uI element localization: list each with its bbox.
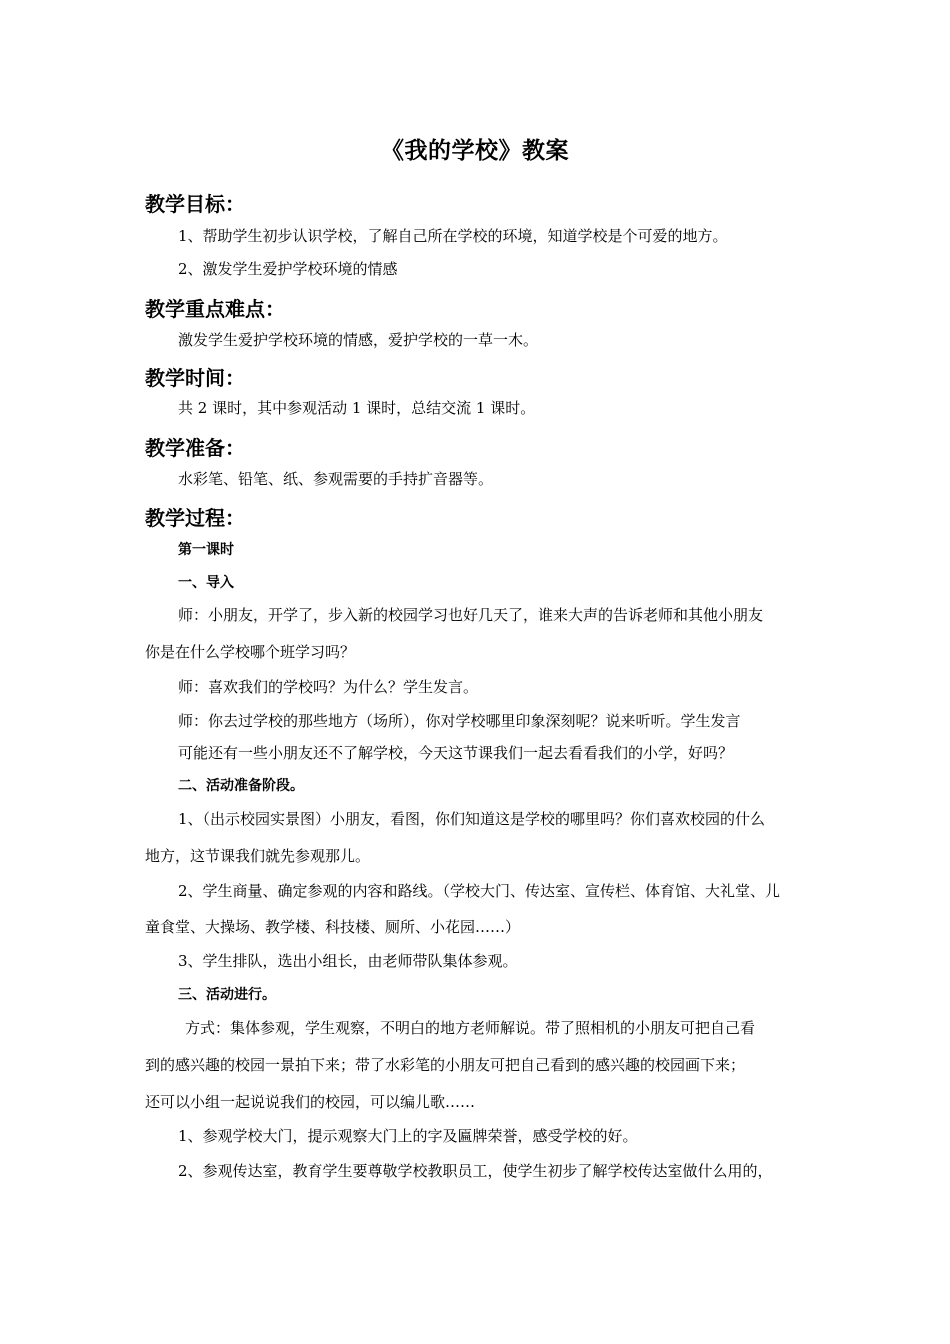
- lesson-1-label: 第一课时: [178, 542, 234, 558]
- part-2-line: 3、学生排队，选出小组长，由老师带队集体参观。: [178, 952, 518, 970]
- part-1-line: 师：小朋友，开学了，步入新的校园学习也好几天了，谁来大声的告诉老师和其他小朋友: [178, 606, 764, 624]
- part-3-line: 方式：集体参观，学生观察，不明白的地方老师解说。带了照相机的小朋友可把自己看: [185, 1019, 756, 1037]
- part-2-line: 1、（出示校园实景图）小朋友，看图，你们知道这是学校的哪里吗？你们喜欢校园的什么: [178, 810, 766, 828]
- time-text: 共 2 课时，其中参观活动 1 课时，总结交流 1 课时。: [178, 399, 536, 417]
- part-3-line: 还可以小组一起说说我们的校园，可以编儿歌……: [145, 1093, 476, 1111]
- part-1-line: 你是在什么学校哪个班学习吗？: [145, 643, 356, 661]
- preparation-text: 水彩笔、铅笔、纸、参观需要的手持扩音器等。: [178, 470, 494, 488]
- key-points-heading: 教学重点难点：: [145, 297, 285, 321]
- process-heading: 教学过程：: [145, 506, 245, 530]
- key-points-text: 激发学生爱护学校环境的情感，爱护学校的一草一木。: [178, 331, 539, 349]
- part-2-line: 2、学生商量、确定参观的内容和路线。（学校大门、传达室、宣传栏、体育馆、大礼堂、儿: [178, 882, 781, 900]
- part-2-title: 二、活动准备阶段。: [178, 778, 304, 794]
- part-3-title: 三、活动进行。: [178, 987, 276, 1003]
- preparation-heading: 教学准备：: [145, 436, 245, 460]
- part-1-title: 一、导入: [178, 575, 234, 591]
- objective-item-2: 2、激发学生爱护学校环境的情感: [178, 260, 398, 278]
- part-2-line: 童食堂、大操场、教学楼、科技楼、厕所、小花园……）: [145, 918, 521, 936]
- part-1-line: 可能还有一些小朋友还不了解学校，今天这节课我们一起去看看我们的小学，好吗？: [178, 744, 734, 762]
- part-2-line: 地方，这节课我们就先参观那儿。: [145, 847, 371, 865]
- part-1-line: 师：你去过学校的那些地方（场所），你对学校哪里印象深刻呢？说来听听。学生发言: [178, 712, 741, 730]
- part-1-line: 师：喜欢我们的学校吗？为什么？学生发言。: [178, 678, 479, 696]
- part-3-line: 到的感兴趣的校园一景拍下来；带了水彩笔的小朋友可把自己看到的感兴趣的校园画下来；: [145, 1056, 746, 1074]
- objective-item-1: 1、帮助学生初步认识学校，了解自己所在学校的环境，知道学校是个可爱的地方。: [178, 227, 728, 245]
- part-3-line: 1、参观学校大门，提示观察大门上的字及匾牌荣誉，感受学校的好。: [178, 1127, 638, 1145]
- time-heading: 教学时间：: [145, 366, 245, 390]
- document-title: 《我的学校》教案: [381, 137, 569, 164]
- objectives-heading: 教学目标：: [145, 192, 245, 216]
- part-3-line: 2、参观传达室，教育学生要尊敬学校教职员工，使学生初步了解学校传达室做什么用的，: [178, 1162, 773, 1180]
